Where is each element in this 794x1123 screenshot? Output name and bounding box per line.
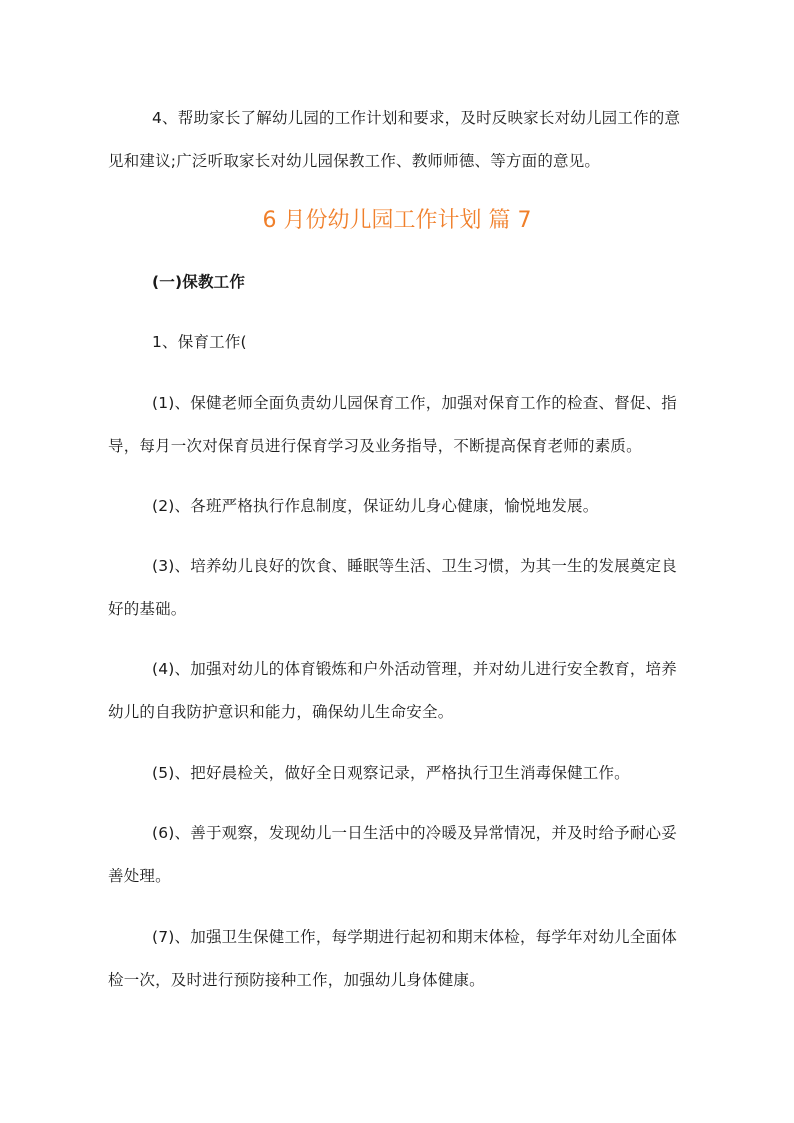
- subheading: [108, 261, 688, 304]
- list-item: [108, 485, 688, 528]
- list-item-text: (4)、加强对幼儿的体育锻炼和户外活动管理，并对幼儿进行安全教育，培养幼儿的自我防护意识和能力，确保幼儿生命安全。: [108, 660, 677, 721]
- list-item-text: (5)、把好晨检关，做好全日观察记录，严格执行卫生消毒保健工作。: [152, 764, 630, 782]
- list-item-text: (3)、培养幼儿良好的饮食、睡眠等生活、卫生习惯，为其一生的发展奠定良好的基础。: [108, 557, 677, 618]
- list-item-text: (2)、各班严格执行作息制度，保证幼儿身心健康，愉悦地发展。: [152, 497, 599, 515]
- intro-paragraph: [108, 97, 688, 183]
- list-item: [108, 916, 688, 1002]
- list-item-text: (7)、加强卫生保健工作，每学期进行起初和期末体检，每学年对幼儿全面体检一次，及时进行预防接种工作，加强幼儿身体健康。: [108, 928, 677, 989]
- item-heading: [108, 321, 688, 364]
- list-item: [108, 545, 688, 631]
- item-heading-text: 1、保育工作(: [152, 333, 247, 351]
- subheading-text: (一)保教工作: [152, 273, 246, 291]
- list-item: [108, 648, 688, 734]
- list-item: [108, 812, 688, 898]
- list-item: [108, 382, 688, 468]
- list-item-text: (1)、保健老师全面负责幼儿园保育工作，加强对保育工作的检查、督促、指导，每月一次对保育员进行保育学习及业务指导，不断提高保育老师的素质。: [108, 394, 677, 455]
- list-item: [108, 752, 688, 795]
- section-title: 6 月份幼儿园工作计划 篇 7: [262, 208, 532, 233]
- list-item-text: (6)、善于观察，发现幼儿一日生活中的冷暖及异常情况，并及时给予耐心妥善处理。: [108, 824, 677, 885]
- intro-paragraph-text: 4、帮助家长了解幼儿园的工作计划和要求，及时反映家长对幼儿园工作的意见和建议;广泛听取家长对幼儿园保教工作、教师师德、等方面的意见。: [108, 109, 681, 170]
